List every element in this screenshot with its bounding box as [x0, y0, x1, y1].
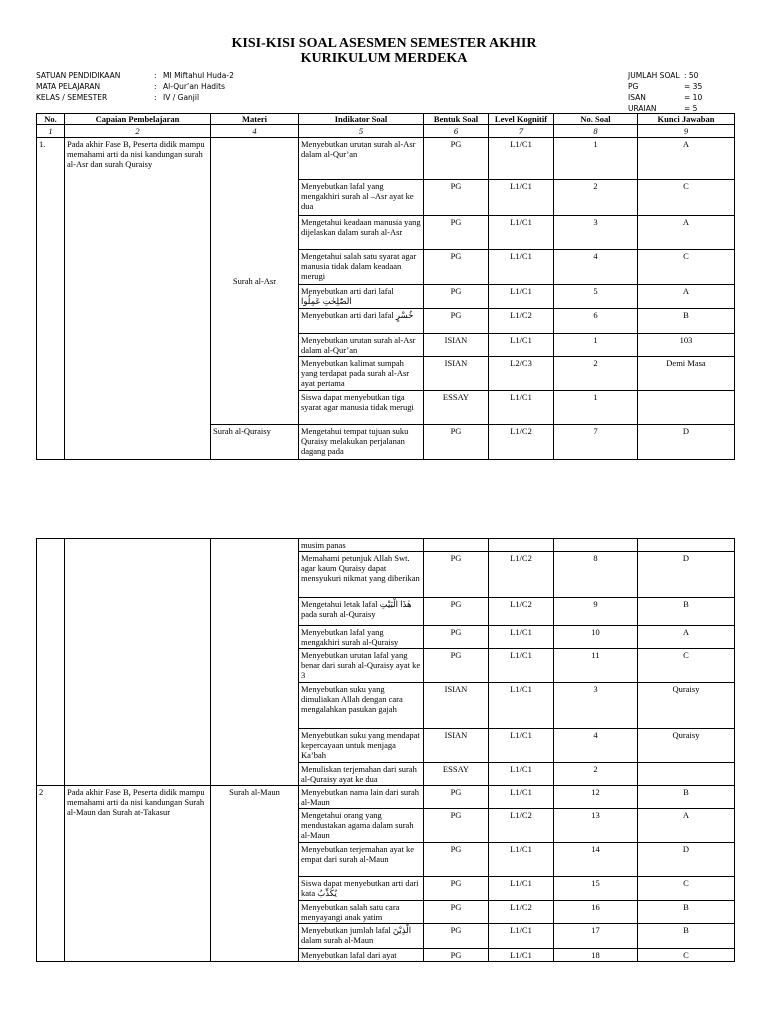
bentuk-soal: PG	[424, 809, 489, 843]
level-kognitif	[489, 539, 554, 552]
bentuk-soal: ISIAN	[424, 729, 489, 763]
header-no: No.	[37, 114, 65, 125]
kunci-jawaban: B	[638, 309, 735, 334]
bentuk-soal: PG	[424, 924, 489, 949]
no-soal: 3	[554, 216, 638, 250]
indikator-soal: Menyebutkan salah satu cara menyayangi anak yatim	[299, 901, 424, 924]
bentuk-soal: PG	[424, 626, 489, 649]
bentuk-soal: PG	[424, 216, 489, 250]
no-soal: 17	[554, 924, 638, 949]
no-soal: 1	[554, 334, 638, 357]
group-number	[37, 539, 65, 786]
kunci-jawaban: D	[638, 552, 735, 598]
capaian-pembelajaran: Pada akhir Fase B, Peserta didik mampu memahami arti da nisi kandungan surah al-Asr dan surah Quraisy	[65, 138, 211, 460]
group-number: 2	[37, 786, 65, 962]
indikator-soal: Menyebutkan terjemahan ayat ke empat dari surah al-Maun	[299, 843, 424, 877]
no-soal: 15	[554, 877, 638, 901]
info-value: IV / Ganjil	[163, 93, 200, 102]
kunci-jawaban: A	[638, 216, 735, 250]
header-materi: Materi	[211, 114, 299, 125]
level-kognitif: L1/C2	[489, 552, 554, 598]
indikator-soal: Mengetahui keadaan manusia yang dijelaskan dalam surah al-Asr	[299, 216, 424, 250]
level-kognitif: L1/C1	[489, 763, 554, 786]
info-label: SATUAN PENDIDIKAAN	[36, 71, 121, 80]
bentuk-soal: PG	[424, 425, 489, 460]
kunci-jawaban: B	[638, 924, 735, 949]
table-row	[37, 539, 735, 552]
indikator-soal: Menyebutkan nama lain dari surah al-Maun	[299, 786, 424, 809]
bentuk-soal: PG	[424, 309, 489, 334]
no-soal: 1	[554, 138, 638, 180]
kunci-jawaban: C	[638, 877, 735, 901]
indikator-soal: Menyebutkan suku yang dimuliakan Allah dengan cara mengalahkan pasukan gajah	[299, 683, 424, 729]
indikator-soal: Menyebutkan arti dari lafal خُسْرٍ	[299, 309, 424, 334]
level-kognitif: L1/C1	[489, 683, 554, 729]
header-capaian: Capaian Pembelajaran	[65, 114, 211, 125]
indikator-soal: Menyebutkan jumlah lafal الَّذِيْنَ dalam surah al-Maun	[299, 924, 424, 949]
info-sep: :	[154, 71, 157, 80]
table-row	[37, 786, 735, 809]
kunci-jawaban: A	[638, 626, 735, 649]
no-soal: 1	[554, 391, 638, 425]
column-number: 6	[424, 125, 489, 138]
level-kognitif: L1/C1	[489, 729, 554, 763]
kunci-jawaban: A	[638, 285, 735, 309]
bentuk-soal: PG	[424, 598, 489, 626]
bentuk-soal: PG	[424, 843, 489, 877]
info-row-class	[36, 92, 234, 103]
bentuk-soal: PG	[424, 949, 489, 962]
level-kognitif: L1/C2	[489, 598, 554, 626]
materi-cell: Surah al-Maun	[211, 786, 299, 962]
info-row-school	[36, 70, 234, 81]
table-row	[37, 138, 735, 180]
indikator-soal: Memahami petunjuk Allah Swt. agar kaum Quraisy dapat mensyukuri nikmat yang diberikan	[299, 552, 424, 598]
no-soal: 14	[554, 843, 638, 877]
kunci-jawaban: B	[638, 901, 735, 924]
kunci-jawaban: C	[638, 949, 735, 962]
level-kognitif: L1/C1	[489, 334, 554, 357]
indikator-soal: Siswa dapat menyebutkan tiga syarat agar manusia tidak merugi	[299, 391, 424, 425]
header-bentuk: Bentuk Soal	[424, 114, 489, 125]
bentuk-soal: PG	[424, 285, 489, 309]
count-row-total	[628, 70, 702, 81]
column-number: 7	[489, 125, 554, 138]
level-kognitif: L1/C2	[489, 309, 554, 334]
kunci-jawaban	[638, 391, 735, 425]
capaian-pembelajaran: Pada akhir Fase B, Peserta didik mampu memahami arti da nisi kandungan Surah al-Maun dan Surah at-Takasur	[65, 786, 211, 962]
indikator-soal: Menyebutkan lafal dari ayat	[299, 949, 424, 962]
level-kognitif: L1/C1	[489, 877, 554, 901]
column-number: 8	[554, 125, 638, 138]
level-kognitif: L1/C1	[489, 649, 554, 683]
no-soal: 16	[554, 901, 638, 924]
kunci-jawaban: B	[638, 786, 735, 809]
count-value: = 35	[684, 82, 703, 91]
count-value: = 10	[684, 93, 703, 102]
indikator-soal: Mengetahui letak lafal هٰذَا الْبَيْتِ pada surah al-Quraisy	[299, 598, 424, 626]
level-kognitif: L1/C2	[489, 901, 554, 924]
kunci-jawaban: Quraisy	[638, 729, 735, 763]
bentuk-soal: ESSAY	[424, 391, 489, 425]
info-row-subject	[36, 81, 234, 92]
level-kognitif: L1/C1	[489, 626, 554, 649]
count-row-pg	[628, 81, 702, 92]
level-kognitif: L2/C3	[489, 357, 554, 391]
bentuk-soal: PG	[424, 250, 489, 285]
no-soal: 2	[554, 180, 638, 216]
indikator-soal: Mengetahui orang yang mendustakan agama dalam surah al-Maun	[299, 809, 424, 843]
column-number: 4	[211, 125, 299, 138]
no-soal: 3	[554, 683, 638, 729]
count-row-isian	[628, 92, 702, 103]
indikator-soal: Menyebutkan suku yang mendapat kepercayaan untuk menjaga Ka’bah	[299, 729, 424, 763]
materi-cell	[211, 539, 299, 786]
header-level: Level Kognitif	[489, 114, 554, 125]
kunci-jawaban: C	[638, 250, 735, 285]
no-soal: 2	[554, 763, 638, 786]
no-soal: 13	[554, 809, 638, 843]
indikator-soal: Mengetahui tempat tujuan suku Quraisy melakukan perjalanan dagang pada	[299, 425, 424, 460]
level-kognitif: L1/C1	[489, 180, 554, 216]
bentuk-soal	[424, 539, 489, 552]
bentuk-soal: ISIAN	[424, 683, 489, 729]
kunci-jawaban	[638, 539, 735, 552]
level-kognitif: L1/C1	[489, 216, 554, 250]
column-number: 2	[65, 125, 211, 138]
no-soal: 18	[554, 949, 638, 962]
indikator-soal: Menyebutkan arti dari lafal الصّٰلِحٰتِ عَمِلُوا	[299, 285, 424, 309]
kunci-jawaban: B	[638, 598, 735, 626]
question-grid-table	[36, 113, 735, 460]
no-soal: 11	[554, 649, 638, 683]
kunci-jawaban	[638, 763, 735, 786]
header-indikator: Indikator Soal	[299, 114, 424, 125]
kunci-jawaban: 103	[638, 334, 735, 357]
level-kognitif: L1/C1	[489, 250, 554, 285]
no-soal: 4	[554, 250, 638, 285]
indikator-soal: Menyebutkan lafal yang mengakhiri surah al –Asr ayat ke dua	[299, 180, 424, 216]
kunci-jawaban: D	[638, 425, 735, 460]
count-label: PG	[628, 82, 639, 91]
bentuk-soal: PG	[424, 786, 489, 809]
bentuk-soal: PG	[424, 901, 489, 924]
bentuk-soal: PG	[424, 877, 489, 901]
level-kognitif: L1/C1	[489, 949, 554, 962]
question-grid-table-continued	[36, 538, 735, 962]
no-soal: 12	[554, 786, 638, 809]
indikator-soal: Siswa dapat menyebutkan arti dari kata يُكَذِّبُ	[299, 877, 424, 901]
level-kognitif: L1/C1	[489, 285, 554, 309]
school-info	[36, 70, 234, 103]
level-kognitif: L1/C1	[489, 786, 554, 809]
info-value: Al-Qur’an Hadits	[163, 82, 225, 91]
document-subtitle: KURIKULUM MERDEKA	[300, 51, 468, 66]
bentuk-soal: ISIAN	[424, 334, 489, 357]
column-number: 9	[638, 125, 735, 138]
level-kognitif: L1/C2	[489, 425, 554, 460]
level-kognitif: L1/C1	[489, 138, 554, 180]
header-kunci: Kunci Jawaban	[638, 114, 735, 125]
indikator-soal: Menyebutkan kalimat sumpah yang terdapat pada surah al-Asr ayat pertama	[299, 357, 424, 391]
bentuk-soal: ESSAY	[424, 763, 489, 786]
group-number: 1.	[37, 138, 65, 460]
no-soal: 7	[554, 425, 638, 460]
document-title: KISI-KISI SOAL ASESMEN SEMESTER AKHIR	[231, 36, 537, 51]
indikator-soal: Mengetahui salah satu syarat agar manusia tidak dalam keadaan merugi	[299, 250, 424, 285]
no-soal: 6	[554, 309, 638, 334]
count-value: : 50	[684, 71, 699, 80]
level-kognitif: L1/C1	[489, 924, 554, 949]
no-soal: 4	[554, 729, 638, 763]
column-number: 1	[37, 125, 65, 138]
indikator-soal: Menyebutkan lafal yang mengakhiri surah al-Quraisy	[299, 626, 424, 649]
indikator-soal: Menyebutkan urutan surah al-Asr dalam al-Qur’an	[299, 334, 424, 357]
capaian-pembelajaran	[65, 539, 211, 786]
info-label: MATA PELAJARAN	[36, 82, 101, 91]
indikator-soal: musim panas	[299, 539, 424, 552]
no-soal: 10	[554, 626, 638, 649]
info-value: MI Miftahul Huda-2	[163, 71, 234, 80]
kunci-jawaban: D	[638, 843, 735, 877]
bentuk-soal: PG	[424, 180, 489, 216]
count-label: URAIAN	[628, 104, 657, 113]
kunci-jawaban: C	[638, 180, 735, 216]
kunci-jawaban: A	[638, 809, 735, 843]
info-sep: :	[154, 93, 157, 102]
indikator-soal: Menuliskan terjemahan dari surah al-Quraisy ayat ke dua	[299, 763, 424, 786]
column-number: 5	[299, 125, 424, 138]
indikator-soal: Menyebutkan urutan lafal yang benar dari surah al-Quraisy ayat ke 3	[299, 649, 424, 683]
no-soal: 8	[554, 552, 638, 598]
count-label: ISAN	[628, 93, 646, 102]
info-label: KELAS / SEMESTER	[36, 93, 108, 102]
info-sep: :	[154, 82, 157, 91]
header-row	[37, 114, 735, 125]
no-soal: 9	[554, 598, 638, 626]
bentuk-soal: PG	[424, 552, 489, 598]
column-number-row	[37, 125, 735, 138]
kunci-jawaban: Quraisy	[638, 683, 735, 729]
bentuk-soal: PG	[424, 649, 489, 683]
bentuk-soal: ISIAN	[424, 357, 489, 391]
question-count-info	[628, 70, 702, 114]
count-value: = 5	[684, 104, 698, 113]
materi-cell: Surah al-Asr	[211, 138, 299, 425]
header-no-soal: No. Soal	[554, 114, 638, 125]
indikator-soal: Menyebutkan urutan surah al-Asr dalam al-Qur’an	[299, 138, 424, 180]
kunci-jawaban: Demi Masa	[638, 357, 735, 391]
materi-cell: Surah al-Quraisy	[211, 425, 299, 460]
no-soal: 2	[554, 357, 638, 391]
level-kognitif: L1/C1	[489, 843, 554, 877]
level-kognitif: L1/C2	[489, 809, 554, 843]
no-soal: 5	[554, 285, 638, 309]
bentuk-soal: PG	[424, 138, 489, 180]
level-kognitif: L1/C1	[489, 391, 554, 425]
no-soal	[554, 539, 638, 552]
kunci-jawaban: C	[638, 649, 735, 683]
count-label: JUMLAH SOAL	[628, 71, 680, 80]
kunci-jawaban: A	[638, 138, 735, 180]
